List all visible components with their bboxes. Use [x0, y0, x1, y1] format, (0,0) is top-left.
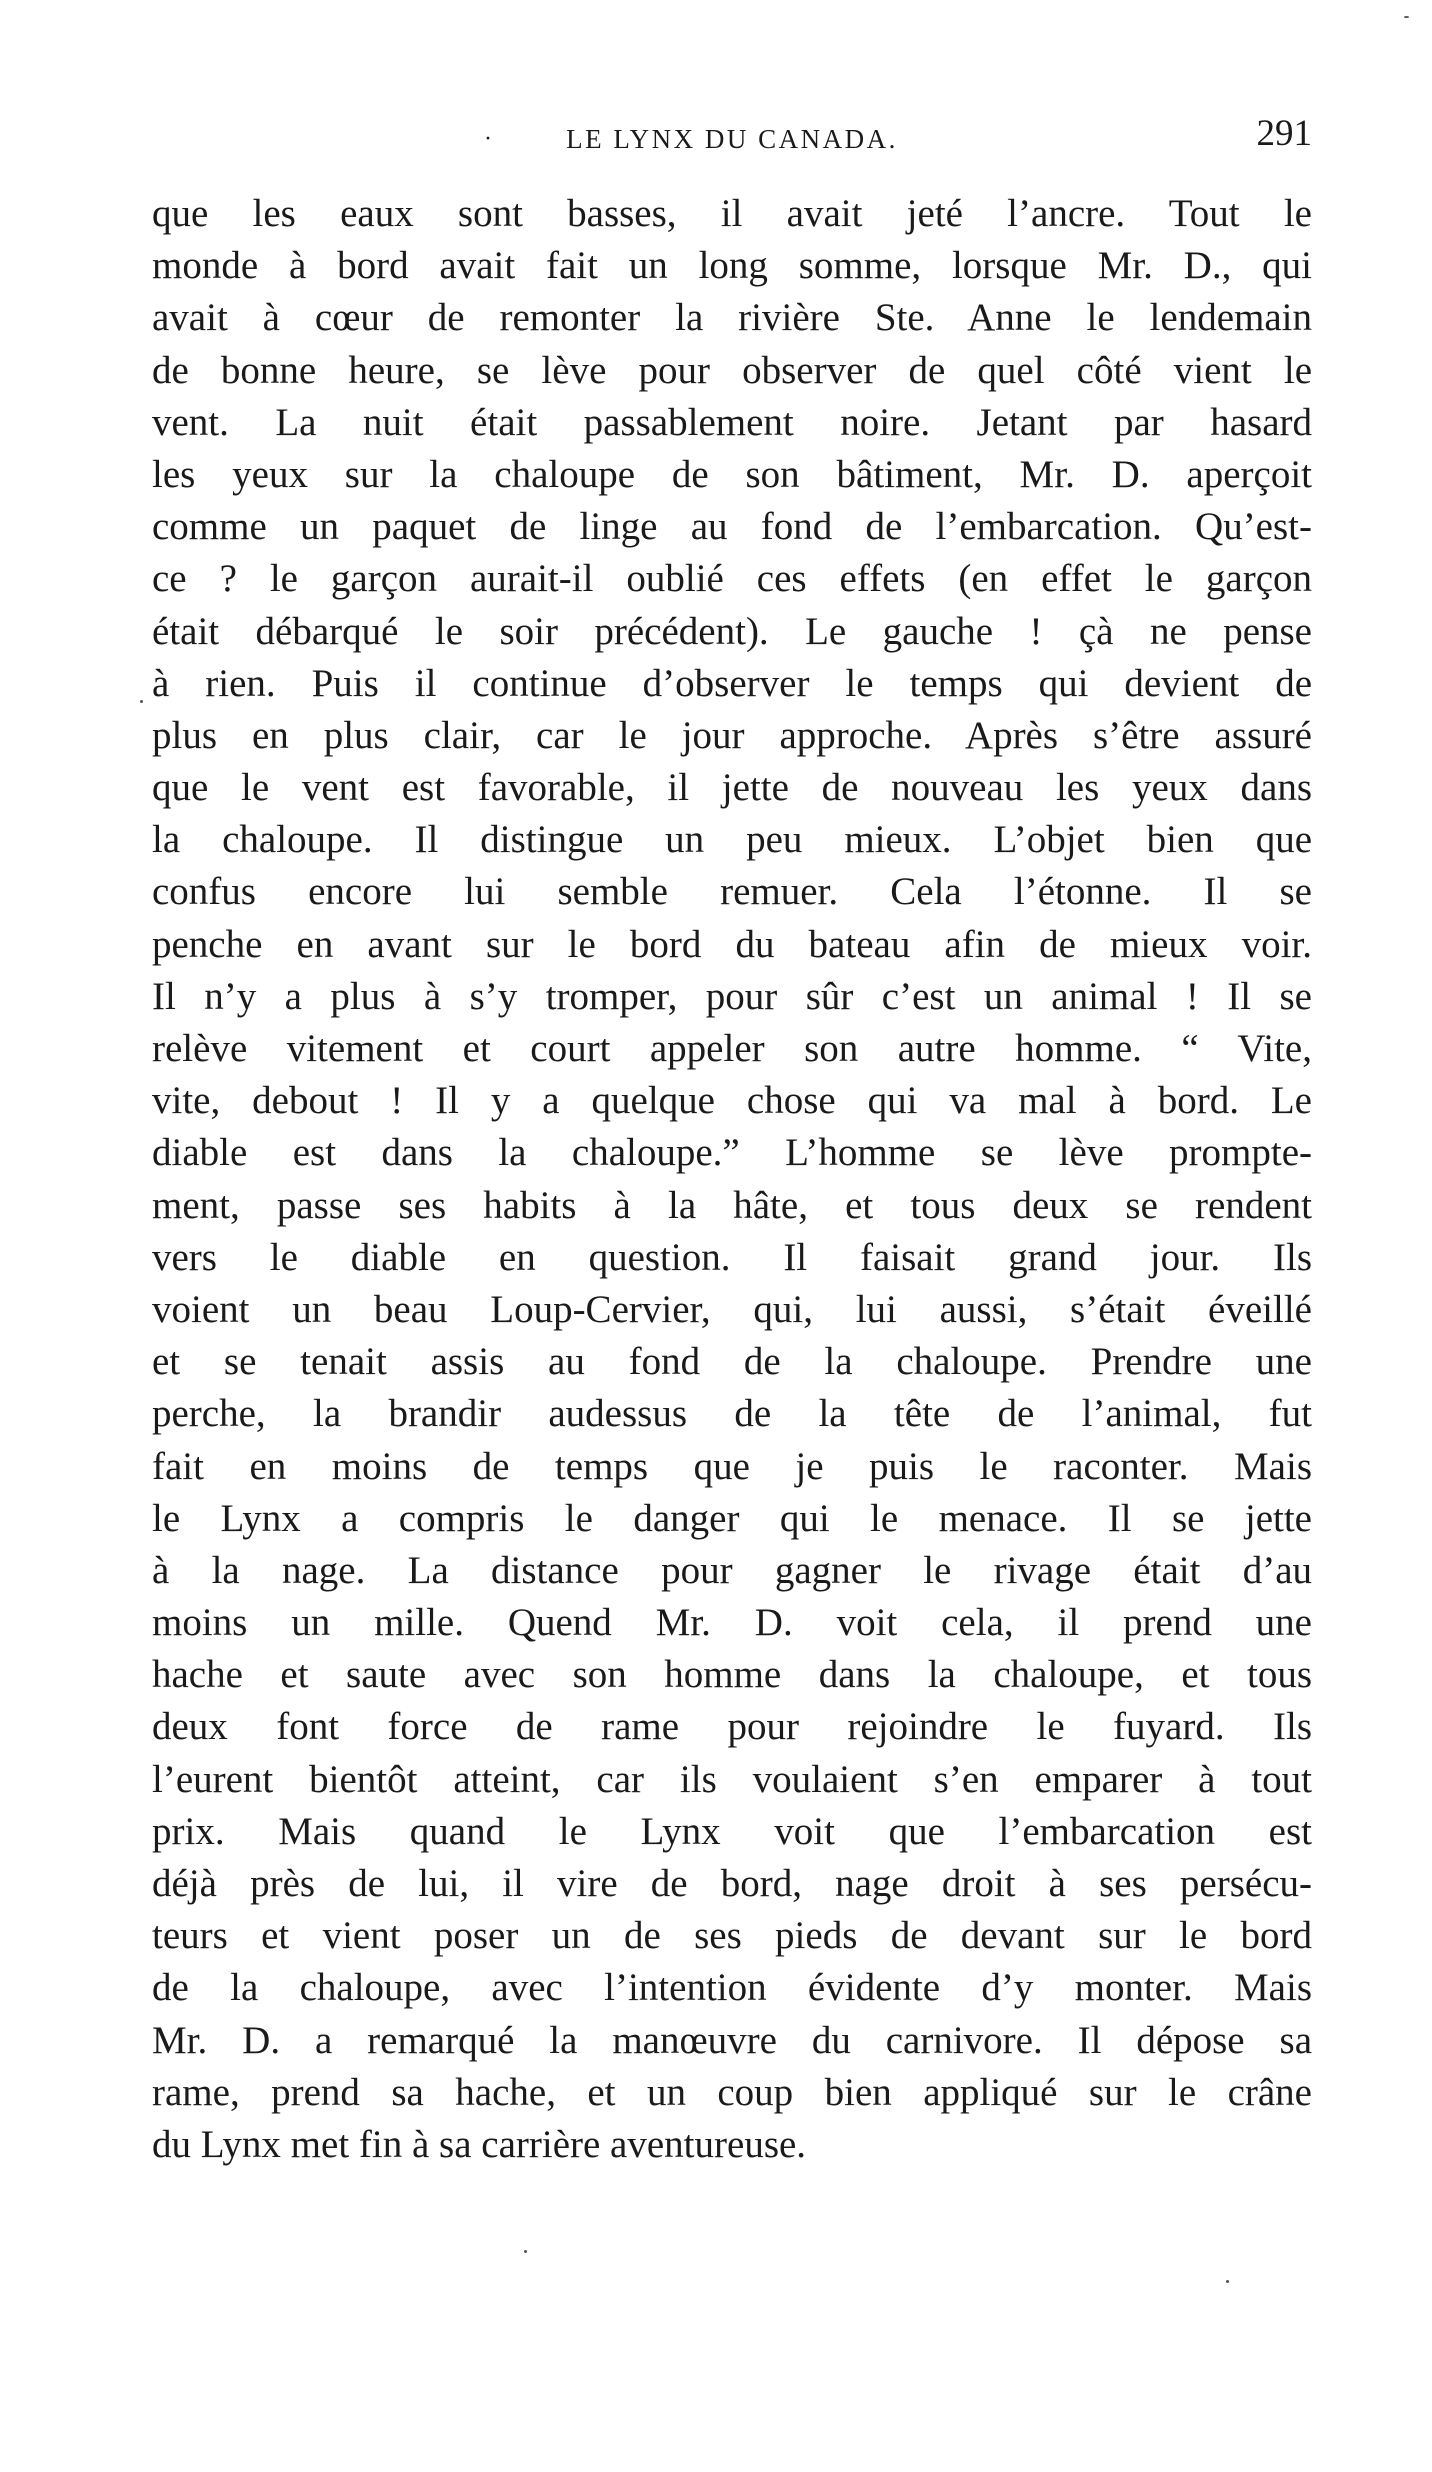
text-line: était débarqué le soir précédent). Le gauche ! çà ne pense — [152, 609, 1312, 653]
text-line: rame, prend sa hache, et un coup bien appliqué sur le crâne — [152, 2070, 1312, 2114]
text-line: du Lynx met fin à sa carrière aventureuse. — [152, 2122, 807, 2166]
text-line: ce ? le garçon aurait-il oublié ces effets (en effet le garçon — [152, 557, 1312, 601]
body-text — [152, 188, 1312, 2171]
text-line: perche, la brandir audessus de la tête de l’animal, fut — [152, 1392, 1312, 1436]
text-line: avait à cœur de remonter la rivière Ste. Anne le lendemain — [152, 296, 1312, 340]
text-line: diable est dans la chaloupe.” L’homme se lève prompte- — [152, 1131, 1312, 1175]
text-line: vite, debout ! Il y a quelque chose qui va mal à bord. Le — [152, 1079, 1312, 1123]
running-title: LE LYNX DU CANADA. — [566, 124, 898, 154]
text-line: plus en plus clair, car le jour approche. Après s’être assuré — [152, 713, 1312, 757]
text-line: moins un mille. Quend Mr. D. voit cela, il prend une — [152, 1601, 1312, 1645]
text-line: teurs et vient poser un de ses pieds de devant sur le bord — [152, 1914, 1312, 1958]
scan-speck — [1404, 16, 1409, 18]
text-line: l’eurent bientôt atteint, car ils voulaient s’en emparer à tout — [152, 1757, 1312, 1801]
text-line: penche en avant sur le bord du bateau afin de mieux voir. — [152, 922, 1312, 966]
text-line: vent. La nuit était passablement noire. Jetant par hasard — [152, 400, 1312, 444]
text-line: comme un paquet de linge au fond de l’embarcation. Qu’est- — [152, 505, 1312, 549]
running-head — [152, 112, 1312, 162]
page-number: 291 — [1256, 113, 1312, 154]
scan-speck — [140, 700, 143, 703]
text-line: et se tenait assis au fond de la chaloupe. Prendre une — [152, 1340, 1312, 1384]
text-line: fait en moins de temps que je puis le raconter. Mais — [152, 1444, 1312, 1488]
text-line: déjà près de lui, il vire de bord, nage droit à ses persécu- — [152, 1862, 1312, 1905]
text-line: deux font force de rame pour rejoindre le fuyard. Ils — [152, 1705, 1312, 1749]
text-line: prix. Mais quand le Lynx voit que l’embarcation est — [152, 1809, 1312, 1853]
text-line: Il n’y a plus à s’y tromper, pour sûr c’est un animal ! Il se — [152, 974, 1312, 1018]
text-line: relève vitement et court appeler son autre homme. “ Vite, — [152, 1027, 1312, 1070]
text-line: les yeux sur la chaloupe de son bâtiment, Mr. D. aperçoit — [152, 452, 1312, 496]
text-line: Mr. D. a remarqué la manœuvre du carnivore. Il dépose sa — [152, 2018, 1312, 2062]
scan-speck — [524, 2250, 527, 2253]
text-line: à rien. Puis il continue d’observer le temps qui devient de — [152, 661, 1312, 705]
header-dot-mark: · — [484, 126, 492, 152]
text-line: hache et saute avec son homme dans la chaloupe, et tous — [152, 1653, 1312, 1697]
text-line: de la chaloupe, avec l’intention évidente d’y monter. Mais — [152, 1966, 1312, 2010]
scan-speck — [1226, 2280, 1229, 2283]
text-line: vers le diable en question. Il faisait grand jour. Ils — [152, 1235, 1312, 1279]
text-line: de bonne heure, se lève pour observer de quel côté vient le — [152, 348, 1312, 392]
text-line: à la nage. La distance pour gagner le rivage était d’au — [152, 1548, 1312, 1592]
text-line: ment, passe ses habits à la hâte, et tous deux se rendent — [152, 1183, 1312, 1227]
text-line: monde à bord avait fait un long somme, lorsque Mr. D., qui — [152, 244, 1312, 288]
text-line: voient un beau Loup-Cervier, qui, lui aussi, s’était éveillé — [152, 1287, 1312, 1331]
text-line: le Lynx a compris le danger qui le menace. Il se jette — [152, 1496, 1312, 1540]
text-line: que les eaux sont basses, il avait jeté l’ancre. Tout le — [152, 192, 1312, 235]
text-line: que le vent est favorable, il jette de nouveau les yeux dans — [152, 766, 1312, 810]
text-line: la chaloupe. Il distingue un peu mieux. L’objet bien que — [152, 818, 1312, 862]
text-line: confus encore lui semble remuer. Cela l’étonne. Il se — [152, 870, 1312, 914]
